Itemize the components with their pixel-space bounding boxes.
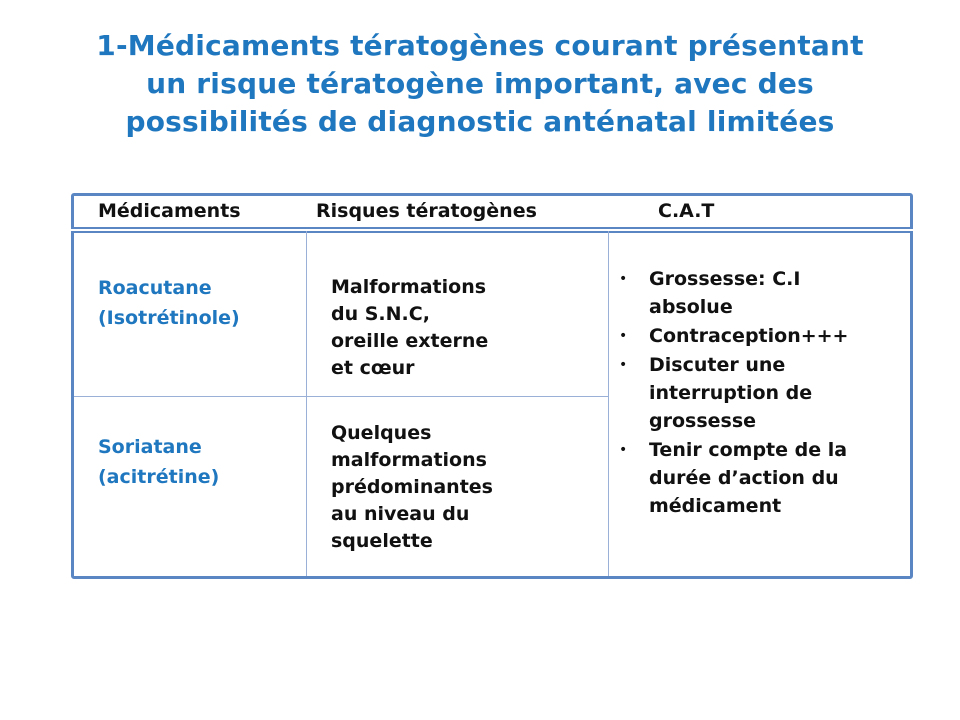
drug-name: Roacutane [98, 277, 212, 299]
title-line: 1-Médicaments tératogènes courant présentant [96, 29, 864, 62]
slide-title [20, 27, 940, 141]
bullet-icon: • [619, 357, 628, 373]
cat-line: Tenir compte de la [649, 439, 848, 461]
cat-line: Discuter une [649, 354, 786, 376]
risk-line: prédominantes [331, 476, 493, 498]
risk-cell [331, 420, 493, 555]
risk-line: malformations [331, 449, 487, 471]
risk-line: au niveau du [331, 503, 470, 525]
cat-bullet-item [619, 322, 909, 350]
risk-line: squelette [331, 530, 433, 552]
header-cat: C.A.T [658, 200, 715, 222]
cat-line: durée d’action du [649, 467, 839, 489]
header-divider [71, 227, 913, 233]
drug-cell [98, 432, 219, 492]
risk-line: oreille externe [331, 330, 489, 352]
cat-line: interruption de [649, 382, 813, 404]
bullet-icon: • [619, 271, 628, 287]
risk-cell [331, 274, 488, 382]
cat-line: médicament [649, 495, 782, 517]
cat-line: grossesse [649, 410, 757, 432]
drug-cell [98, 273, 240, 333]
header-medicaments: Médicaments [98, 200, 241, 222]
row-divider [74, 396, 609, 397]
cat-bullet-item [619, 351, 909, 435]
teratogen-table [71, 193, 913, 579]
bullet-icon: • [619, 328, 628, 344]
risk-line: du S.N.C, [331, 303, 430, 325]
risk-line: et cœur [331, 357, 415, 379]
title-line: un risque tératogène important, avec des [146, 67, 814, 100]
risk-line: Quelques [331, 422, 432, 444]
drug-molecule: (acitrétine) [98, 466, 220, 488]
risk-line: Malformations [331, 276, 487, 298]
column-divider [306, 231, 307, 576]
cat-bullet-item [619, 436, 909, 520]
cat-line: Grossesse: C.I [649, 268, 801, 290]
cat-bullet-item [619, 265, 909, 321]
drug-molecule: (Isotrétinole) [98, 307, 240, 329]
bullet-icon: • [619, 442, 628, 458]
drug-name: Soriatane [98, 436, 202, 458]
header-risques: Risques tératogènes [316, 200, 537, 222]
cat-line: Contraception+++ [649, 325, 849, 347]
cat-bullet-list [619, 265, 909, 521]
column-divider [608, 231, 609, 576]
cat-line: absolue [649, 296, 733, 318]
title-line: possibilités de diagnostic anténatal limitées [125, 105, 835, 138]
